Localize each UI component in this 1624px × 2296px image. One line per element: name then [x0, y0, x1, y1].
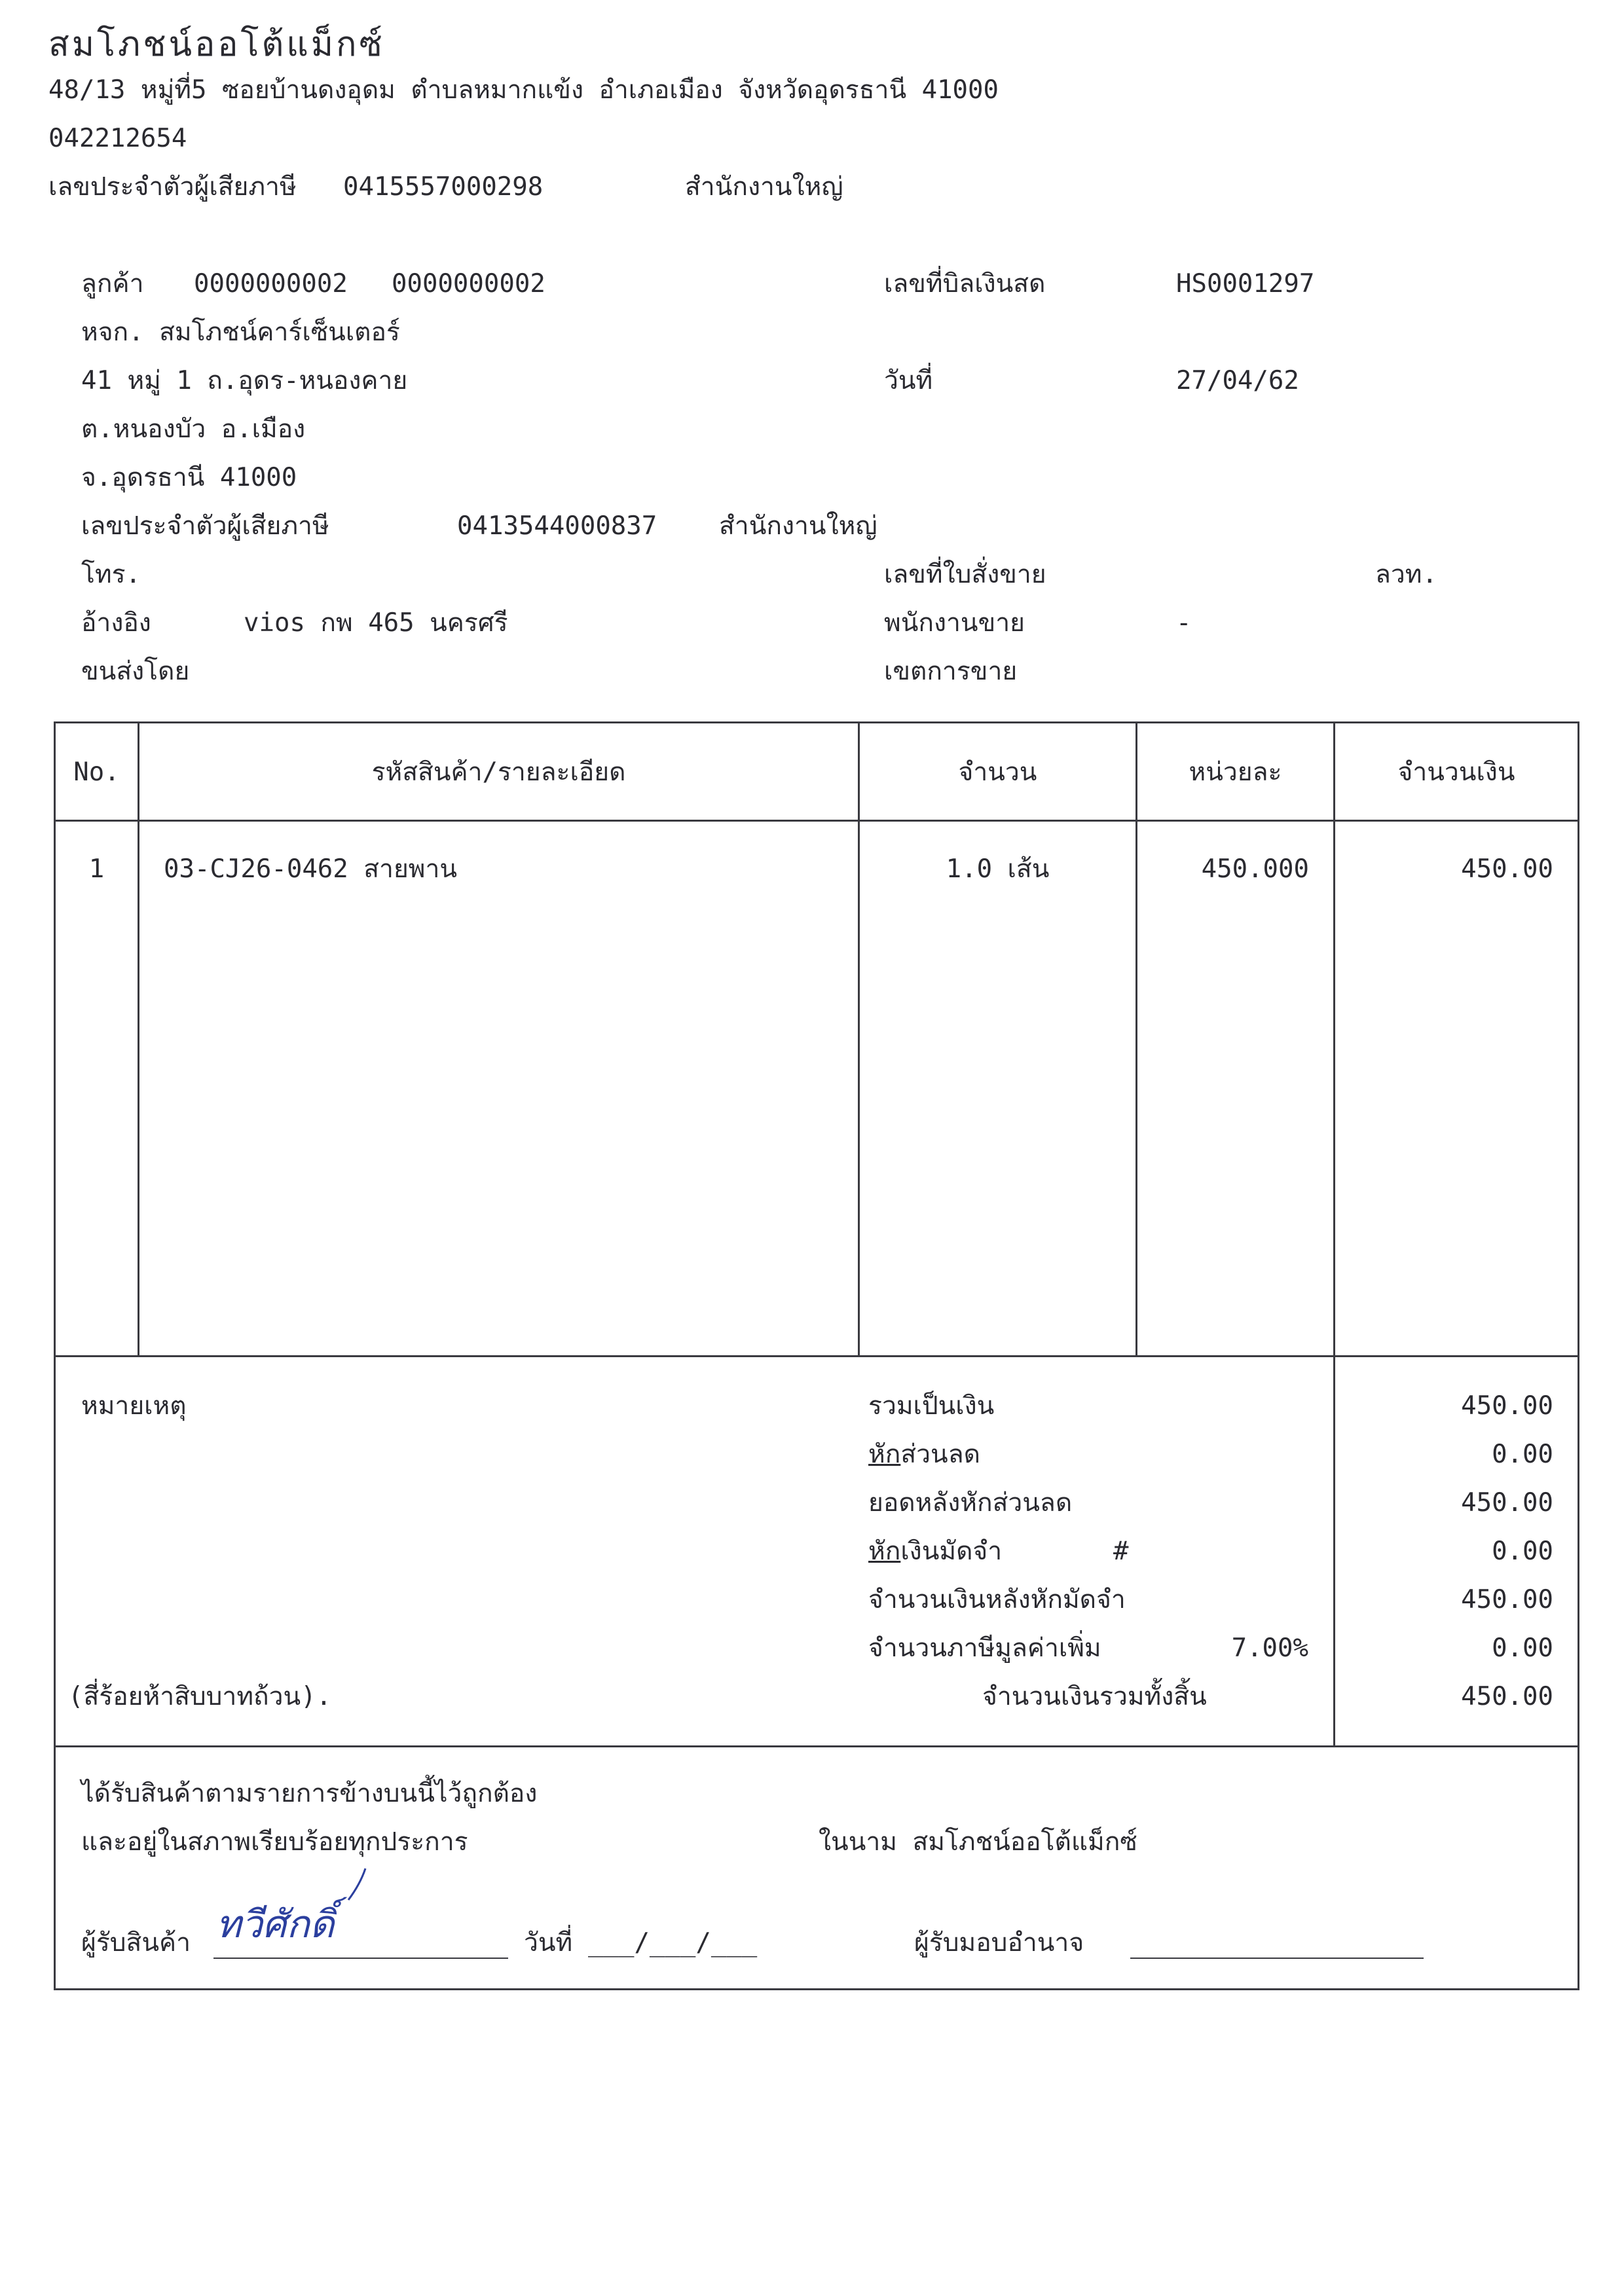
grand-total-label: จำนวนเงินรวมทั้งสิ้น — [982, 1682, 1207, 1711]
salesperson-label: พนักงานขาย — [884, 608, 1025, 638]
on-behalf-text: ในนาม สมโภชน์ออโต้แม็กซ์ — [819, 1827, 1137, 1857]
customer-label: ลูกค้า — [81, 269, 144, 299]
customer-tax-id: 0413544000837 — [457, 511, 657, 541]
discount-value: 0.00 — [1492, 1440, 1553, 1469]
receipt-text-2: และอยู่ในสภาพเรียบร้อยทุกประการ — [81, 1827, 468, 1857]
customer-phone-label: โทร. — [81, 560, 141, 589]
customer-tax-label: เลขประจำตัวผู้เสียภาษี — [81, 511, 329, 541]
remark-label: หมายเหตุ — [81, 1391, 187, 1421]
customer-branch: สำนักงานใหญ่ — [719, 511, 877, 541]
receiver-signature: ทวีศักดิ์ — [216, 1902, 335, 1946]
signature-tick-icon — [341, 1866, 373, 1905]
deposit-value: 0.00 — [1492, 1537, 1553, 1566]
receive-date-blank: ___/___/___ — [588, 1928, 758, 1958]
customer-address-2: ต.หนองบัว อ.เมือง — [81, 414, 306, 444]
header-quantity: จำนวน — [958, 757, 1037, 787]
header-unit-price: หน่วยละ — [1189, 757, 1282, 787]
after-deposit-label: จำนวนเงินหลังหักมัดจำ — [868, 1585, 1126, 1614]
shipping-label: ขนส่งโดย — [81, 657, 190, 686]
after-discount-value: 450.00 — [1461, 1488, 1553, 1518]
company-name: สมโภชน์ออโต้แม็กซ์ — [48, 25, 385, 64]
customer-code-2: 0000000002 — [392, 269, 545, 299]
sales-area-label: เขตการขาย — [884, 657, 1018, 686]
row-no: 1 — [88, 854, 105, 884]
after-discount-label: ยอดหลังหักส่วนลด — [868, 1488, 1073, 1518]
row-description: 03-CJ26-0462 สายพาน — [164, 854, 458, 884]
company-branch: สำนักงานใหญ่ — [685, 172, 843, 202]
bill-no-label: เลขที่บิลเงินสด — [884, 269, 1046, 299]
authorized-label: ผู้รับมอบอำนาจ — [914, 1928, 1084, 1958]
company-tax-label: เลขประจำตัวผู้เสียภาษี — [48, 172, 297, 202]
sales-order-extra: ลวท. — [1375, 560, 1437, 589]
header-amount: จำนวนเงิน — [1397, 757, 1515, 787]
subtotal-value: 450.00 — [1461, 1391, 1553, 1421]
subtotal-label: รวมเป็นเงิน — [868, 1391, 995, 1421]
receive-date-label: วันที่ — [524, 1928, 573, 1958]
header-no: No. — [73, 757, 120, 787]
vat-label: จำนวนภาษีมูลค่าเพิ่ม — [868, 1633, 1101, 1663]
receiver-label: ผู้รับสินค้า — [81, 1928, 191, 1958]
customer-name: หจก. สมโภชน์คาร์เซ็นเตอร์ — [81, 318, 400, 347]
salesperson-value: - — [1176, 608, 1192, 638]
reference-value: vios กพ 465 นครศรี — [244, 608, 508, 638]
deposit-label: เงินมัดจำ — [900, 1537, 1003, 1566]
authorized-signature-line — [1130, 1958, 1424, 1959]
receiver-signature-line — [213, 1958, 508, 1959]
bill-no-value: HS0001297 — [1176, 269, 1315, 299]
receipt-text-1: ได้รับสินค้าตามรายการข้างบนนี้ไว้ถูกต้อง — [81, 1779, 538, 1808]
deposit-prefix: หัก — [868, 1537, 901, 1566]
row-amount: 450.00 — [1461, 854, 1553, 884]
bill-date-label: วันที่ — [884, 366, 933, 395]
company-tax-id: 0415557000298 — [343, 172, 544, 202]
discount-label: ส่วนลด — [900, 1440, 980, 1469]
discount-label-wrap — [868, 1442, 980, 1467]
vat-value: 0.00 — [1492, 1633, 1553, 1663]
deposit-hash: # — [1113, 1537, 1129, 1566]
amount-in-words: (สี่ร้อยห้าสิบบาทถ้วน). — [68, 1682, 332, 1711]
customer-address-3: จ.อุดรธานี 41000 — [81, 463, 297, 492]
customer-address-1: 41 หมู่ 1 ถ.อุดร-หนองคาย — [81, 366, 408, 395]
customer-code-1: 0000000002 — [194, 269, 348, 299]
after-deposit-value: 450.00 — [1461, 1585, 1553, 1614]
deposit-label-wrap — [868, 1539, 1002, 1564]
reference-label: อ้างอิง — [81, 608, 151, 638]
discount-prefix: หัก — [868, 1440, 901, 1469]
vat-rate: 7.00% — [1231, 1633, 1308, 1663]
company-phone: 042212654 — [48, 124, 187, 153]
header-description: รหัสสินค้า/รายละเอียด — [371, 757, 626, 787]
grand-total-value: 450.00 — [1461, 1682, 1553, 1711]
company-address: 48/13 หมู่ที่5 ซอยบ้านดงอุดม ตำบลหมากแข้ง อำเภอเมือง จังหวัดอุดรธานี 41000 — [48, 75, 999, 105]
row-unit-price: 450.000 — [1201, 854, 1309, 884]
sales-order-label: เลขที่ใบสั่งขาย — [884, 560, 1046, 589]
row-quantity: 1.0 เส้น — [946, 854, 1050, 884]
bill-date-value: 27/04/62 — [1176, 366, 1299, 395]
